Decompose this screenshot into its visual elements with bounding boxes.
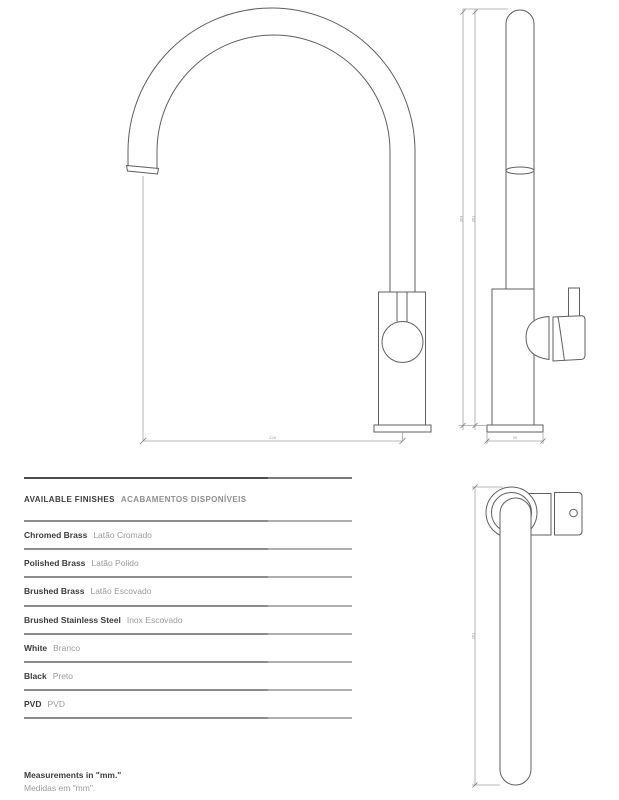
table-header	[24, 479, 352, 520]
finish-name-pt: Latão Polido	[91, 558, 139, 569]
faucet-body-front	[379, 292, 426, 425]
handle-lever	[553, 316, 585, 361]
finish-name-pt: Latão Cromado	[93, 530, 152, 541]
valve-circle	[382, 322, 423, 363]
side-height-inner-dim-label: 361	[470, 215, 476, 223]
finish-name-en: Polished Brass	[24, 558, 86, 569]
finish-row	[24, 691, 352, 717]
spout-tip	[127, 166, 159, 175]
table-header-pt: ACABAMENTOS DISPONÍVEIS	[120, 495, 247, 504]
finish-name-pt: Inox Escovado	[126, 614, 183, 625]
finish-name-en: Brushed Stainless Steel	[24, 614, 121, 625]
handle-joint	[526, 317, 549, 360]
handle-top	[555, 493, 583, 536]
spout-arm-top	[500, 498, 531, 785]
finish-row	[24, 578, 352, 604]
side-base-dimension	[485, 432, 546, 444]
measurements-note-pt: Medidas em "mm".	[24, 783, 96, 793]
faucet-side-view	[459, 9, 586, 444]
side-base-dim-label: 50	[512, 435, 518, 441]
base-flange-front	[374, 425, 431, 432]
faucet-front-view	[127, 8, 432, 444]
top-depth-dimension	[471, 485, 504, 788]
front-width-dim-label: 228	[269, 435, 276, 441]
finish-name-pt: Preto	[52, 671, 74, 682]
measurements-note	[24, 770, 121, 793]
front-width-dimension	[140, 176, 406, 444]
side-height-outer-dim-label: 364	[458, 215, 464, 223]
finish-row	[24, 663, 352, 689]
finish-name-pt: Branco	[53, 642, 81, 653]
handle-stem	[569, 288, 580, 318]
handle-screw-hole	[570, 509, 578, 517]
finish-row	[24, 550, 352, 576]
base-flange-side	[487, 425, 543, 432]
finish-row	[24, 522, 352, 548]
faucet-body-side	[492, 289, 534, 425]
finish-name-en: PVD	[24, 699, 42, 710]
finish-name-en: Black	[24, 671, 47, 682]
top-depth-dim-label: 261	[470, 632, 476, 640]
finish-name-en: White	[24, 642, 48, 653]
available-finishes-table	[24, 477, 352, 719]
table-header-en: AVAILABLE FINISHES	[24, 495, 115, 504]
finish-row	[24, 635, 352, 661]
faucet-top-view	[440, 470, 619, 800]
finish-name-pt: Latão Escovado	[90, 586, 152, 597]
table-border	[24, 717, 352, 719]
finish-name-en: Brushed Brass	[24, 586, 85, 597]
finish-name-pt: PVD	[47, 699, 65, 710]
finish-name-en: Chromed Brass	[24, 530, 88, 541]
measurements-note-en: Measurements in "mm."	[24, 770, 122, 780]
finish-row	[24, 607, 352, 633]
side-height-dimensions	[459, 9, 509, 430]
